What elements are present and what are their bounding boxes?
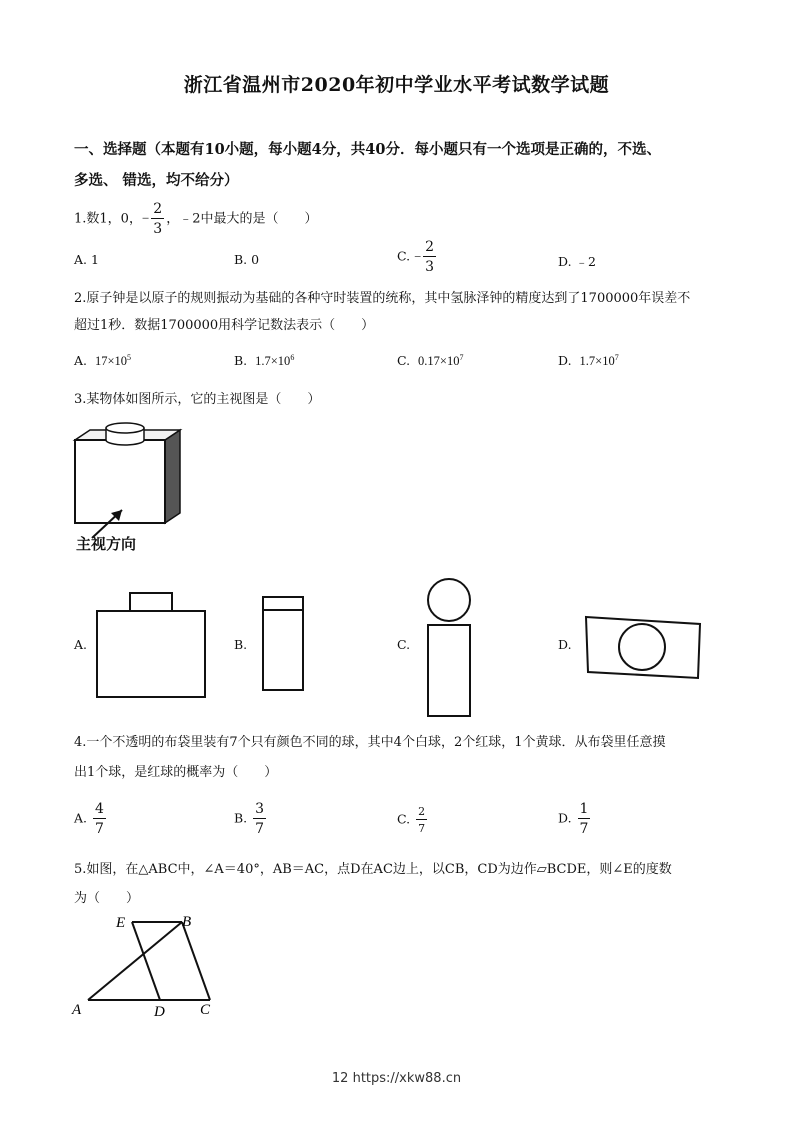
section-heading-line2: 多选、 错选，均不给分） xyxy=(74,172,239,189)
q1-frac-numerator: 2 xyxy=(153,201,163,217)
q1-frac-denominator: 3 xyxy=(153,221,163,237)
q1-option-c-label: C. xyxy=(397,248,411,264)
q3-object-figure xyxy=(70,420,190,530)
q3-option-c-figure[interactable] xyxy=(423,576,481,721)
question-4-line1: 4.一个不透明的布袋里装有7个只有颜色不同的球，其中4个白球，2个红球，1个黄球．从布袋里任意摸 xyxy=(74,735,666,750)
q4-option-d[interactable] xyxy=(558,802,592,836)
q1-option-d[interactable]: D. ﹣2 xyxy=(558,254,596,269)
q2-option-c-label: C. xyxy=(397,353,411,369)
q2-option-b-label: B. xyxy=(234,353,248,369)
q4-option-d-label: D. xyxy=(558,810,572,826)
q4-option-a[interactable] xyxy=(74,802,108,836)
q2-option-c-exponent: 7 xyxy=(459,353,464,362)
q2-option-c[interactable] xyxy=(397,353,463,369)
q2-option-a-base: 17×10 xyxy=(94,354,128,369)
q4-option-b-fraction xyxy=(253,802,266,836)
q2-option-d-base: 1.7×10 xyxy=(579,354,615,369)
q1-option-a[interactable]: A. 1 xyxy=(74,252,99,267)
question-2-line1: 2.原子钟是以原子的规则振动为基础的各种守时装置的统称，其中氢脉泽钟的精度达到了1700000年误差不 xyxy=(74,291,691,306)
question-3-stem: 3.某物体如图所示，它的主视图是（ ） xyxy=(74,392,321,407)
segment-BC xyxy=(182,922,210,1000)
q1-option-c-numerator: 2 xyxy=(425,239,435,255)
q1-option-c-fraction xyxy=(423,240,436,274)
q1-option-c[interactable] xyxy=(397,240,438,274)
q4-option-b-label: B. xyxy=(234,810,248,826)
q2-option-a-exponent: 5 xyxy=(127,353,132,362)
q1-option-b[interactable]: B. 0 xyxy=(234,252,260,267)
question-4-line2: 出1个球，是红球的概率为（ ） xyxy=(74,765,278,780)
q1-minus: − xyxy=(141,210,150,226)
q4-option-a-denominator: 7 xyxy=(95,821,104,837)
q4-option-b-numerator: 3 xyxy=(255,801,265,817)
q4-option-c-fraction xyxy=(416,806,427,834)
q4-option-d-denominator: 7 xyxy=(579,821,589,837)
view-direction-label: 主视方向 xyxy=(76,535,137,553)
q1-text-after: ，﹣2中最大的是（ ） xyxy=(166,211,318,227)
page-footer: 12 https://xkw88.cn xyxy=(331,1071,462,1086)
q2-option-b-base: 1.7×10 xyxy=(255,354,291,369)
q3-option-a-figure[interactable] xyxy=(95,590,210,702)
q2-option-d-label: D. xyxy=(558,353,572,369)
q2-option-a[interactable] xyxy=(74,353,131,369)
q1-text-before: 1.数1，0， xyxy=(74,211,142,227)
q4-option-a-fraction xyxy=(93,802,106,836)
q1-option-c-denominator: 3 xyxy=(425,259,435,275)
q2-option-b[interactable] xyxy=(234,353,294,369)
question-1-stem xyxy=(74,202,318,236)
q3-option-b-label[interactable]: B. xyxy=(234,637,248,652)
q4-option-a-numerator: 4 xyxy=(95,801,104,817)
section-heading-line1: 一、选择题（本题有10小题，每小题4分，共40分．每小题只有一个选项是正确的，不选、 xyxy=(74,141,661,158)
q3-option-b-figure[interactable] xyxy=(260,594,308,694)
q4-option-d-numerator: 1 xyxy=(579,801,589,817)
q3-option-d-label[interactable]: D. xyxy=(558,637,572,652)
q3-option-c-label[interactable]: C. xyxy=(397,637,411,652)
object-side-face xyxy=(165,430,180,523)
label-D: D xyxy=(154,1004,165,1020)
q4-option-c-numerator: 2 xyxy=(418,805,426,818)
label-E: E xyxy=(116,915,126,931)
q2-option-d-exponent: 7 xyxy=(614,353,619,362)
q4-option-c-denominator: 7 xyxy=(418,822,426,835)
q5-geometry-figure xyxy=(70,910,230,1020)
q4-option-b-denominator: 7 xyxy=(255,821,265,837)
q2-option-b-exponent: 6 xyxy=(290,353,295,362)
q4-option-d-fraction xyxy=(578,802,591,836)
q1-option-c-minus: − xyxy=(414,249,422,264)
q1-fraction xyxy=(151,202,164,236)
q4-option-c[interactable] xyxy=(397,806,429,834)
label-A: A xyxy=(72,1002,82,1018)
q3-option-a-label[interactable]: A. xyxy=(74,637,88,652)
question-5-line2: 为（ ） xyxy=(74,891,140,906)
q4-option-b[interactable] xyxy=(234,802,268,836)
question-2-line2: 超过1秒．数据1700000用科学记数法表示（ ） xyxy=(74,318,375,333)
page-title: 浙江省温州市2020年初中学业水平考试数学试题 xyxy=(183,74,610,96)
q2-option-d[interactable] xyxy=(558,353,619,369)
q3-option-d-figure[interactable] xyxy=(584,612,704,684)
question-5-line1: 5.如图，在△ABC中，∠A＝40°，AB＝AC，点D在AC边上，以CB，CD为边作▱BCDE，则∠E的度数 xyxy=(74,862,672,877)
label-C: C xyxy=(200,1002,211,1018)
q4-option-a-label: A. xyxy=(74,810,88,826)
label-B: B xyxy=(182,914,192,930)
q2-option-c-base: 0.17×10 xyxy=(418,354,460,369)
segment-AB xyxy=(88,922,182,1000)
q2-option-a-label: A. xyxy=(74,353,88,369)
cylinder-top xyxy=(106,423,144,433)
q4-option-c-label: C. xyxy=(397,811,411,827)
